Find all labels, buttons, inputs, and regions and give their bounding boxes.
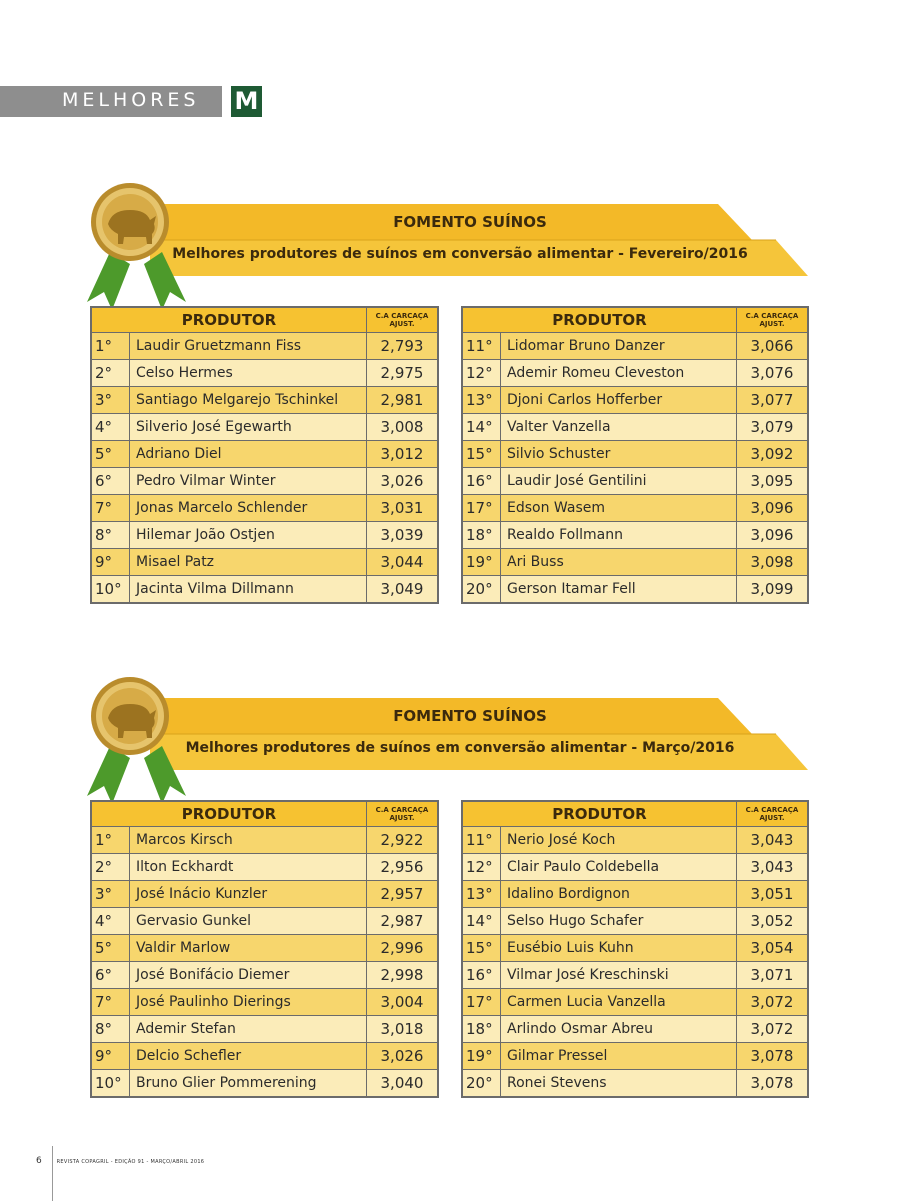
table-row bbox=[91, 575, 438, 603]
producer-cell: José Bonifácio Diemer bbox=[130, 961, 367, 988]
producer-cell: Selso Hugo Schafer bbox=[501, 907, 737, 934]
rank-cell: 20° bbox=[462, 575, 501, 603]
rank-cell: 7° bbox=[91, 494, 130, 521]
medal-pig-icon bbox=[82, 674, 192, 804]
producer-cell: Ademir Stefan bbox=[130, 1015, 367, 1042]
table-row bbox=[91, 548, 438, 575]
table-row bbox=[462, 467, 808, 494]
publication-line: REVISTA COPAGRIL - EDIÇÃO 91 - MARÇO/ABRIL 2016 bbox=[56, 1159, 205, 1165]
ca-value-cell: 3,095 bbox=[737, 467, 809, 494]
ca-value-cell: 3,040 bbox=[367, 1069, 439, 1097]
rank-cell: 13° bbox=[462, 880, 501, 907]
table-row bbox=[462, 1015, 808, 1042]
producer-cell: Gervasio Gunkel bbox=[130, 907, 367, 934]
table-row bbox=[462, 934, 808, 961]
table-row bbox=[462, 880, 808, 907]
producer-cell: Carmen Lucia Vanzella bbox=[501, 988, 737, 1015]
ranking-table-right bbox=[461, 306, 809, 604]
ca-value-cell: 3,092 bbox=[737, 440, 809, 467]
table-row bbox=[462, 1042, 808, 1069]
ca-value-cell: 3,004 bbox=[367, 988, 439, 1015]
producer-cell: Silvio Schuster bbox=[501, 440, 737, 467]
table-row bbox=[462, 907, 808, 934]
producer-cell: José Paulinho Dierings bbox=[130, 988, 367, 1015]
ca-value-cell: 3,098 bbox=[737, 548, 809, 575]
rank-cell: 10° bbox=[91, 575, 130, 603]
table-row bbox=[462, 521, 808, 548]
producer-cell: Ronei Stevens bbox=[501, 1069, 737, 1097]
banner-subtitle: Melhores produtores de suínos em conversão alimentar - Março/2016 bbox=[185, 740, 735, 756]
table-row bbox=[462, 853, 808, 880]
rank-cell: 16° bbox=[462, 467, 501, 494]
ca-value-cell: 3,031 bbox=[367, 494, 439, 521]
table-header-row bbox=[462, 307, 808, 332]
producer-cell: Pedro Vilmar Winter bbox=[130, 467, 367, 494]
rank-cell: 1° bbox=[91, 332, 130, 359]
rank-cell: 9° bbox=[91, 1042, 130, 1069]
table-row bbox=[91, 494, 438, 521]
producer-cell: Bruno Glier Pommerening bbox=[130, 1069, 367, 1097]
rank-cell: 3° bbox=[91, 880, 130, 907]
ca-value-cell: 3,096 bbox=[737, 521, 809, 548]
producer-cell: Santiago Melgarejo Tschinkel bbox=[130, 386, 367, 413]
table-row bbox=[462, 548, 808, 575]
rank-cell: 7° bbox=[91, 988, 130, 1015]
table-row bbox=[91, 907, 438, 934]
rank-cell: 15° bbox=[462, 440, 501, 467]
rank-cell: 17° bbox=[462, 988, 501, 1015]
producer-cell: Ilton Eckhardt bbox=[130, 853, 367, 880]
rank-cell: 5° bbox=[91, 934, 130, 961]
producer-cell: Jacinta Vilma Dillmann bbox=[130, 575, 367, 603]
table-row bbox=[462, 961, 808, 988]
ca-value-cell: 3,008 bbox=[367, 413, 439, 440]
column-header-ca: C.A CARCAÇA AJUST. bbox=[367, 801, 439, 826]
rank-cell: 8° bbox=[91, 1015, 130, 1042]
ca-value-cell: 2,957 bbox=[367, 880, 439, 907]
table-row bbox=[462, 332, 808, 359]
logo-badge: M bbox=[231, 86, 262, 117]
ranking-table-right bbox=[461, 800, 809, 1098]
ca-value-cell: 3,078 bbox=[737, 1042, 809, 1069]
ranking-section-february bbox=[0, 186, 900, 606]
producer-cell: Silverio José Egewarth bbox=[130, 413, 367, 440]
ca-value-cell: 3,051 bbox=[737, 880, 809, 907]
column-header-ca: C.A CARCAÇA AJUST. bbox=[737, 307, 809, 332]
table-row bbox=[462, 359, 808, 386]
rank-cell: 5° bbox=[91, 440, 130, 467]
banner-subtitle: Melhores produtores de suínos em conversão alimentar - Fevereiro/2016 bbox=[172, 246, 748, 262]
ranking-section-march bbox=[0, 680, 900, 1100]
table-header-row bbox=[462, 801, 808, 826]
table-row bbox=[91, 880, 438, 907]
table-row bbox=[462, 494, 808, 521]
ca-value-cell: 3,072 bbox=[737, 1015, 809, 1042]
producer-cell: Jonas Marcelo Schlender bbox=[130, 494, 367, 521]
ca-value-cell: 3,079 bbox=[737, 413, 809, 440]
ca-value-cell: 3,044 bbox=[367, 548, 439, 575]
rank-cell: 17° bbox=[462, 494, 501, 521]
producer-cell: Clair Paulo Coldebella bbox=[501, 853, 737, 880]
rank-cell: 16° bbox=[462, 961, 501, 988]
ca-value-cell: 2,956 bbox=[367, 853, 439, 880]
ca-value-cell: 3,039 bbox=[367, 521, 439, 548]
ca-value-cell: 3,043 bbox=[737, 853, 809, 880]
table-row bbox=[91, 961, 438, 988]
producer-cell: Lidomar Bruno Danzer bbox=[501, 332, 737, 359]
rank-cell: 19° bbox=[462, 548, 501, 575]
footer-divider bbox=[52, 1146, 53, 1201]
column-header-ca: C.A CARCAÇA AJUST. bbox=[367, 307, 439, 332]
rank-cell: 12° bbox=[462, 359, 501, 386]
section-label: MELHORES bbox=[62, 89, 200, 111]
table-row bbox=[91, 1042, 438, 1069]
producer-cell: Laudir Gruetzmann Fiss bbox=[130, 332, 367, 359]
column-header-producer: PRODUTOR bbox=[91, 307, 367, 332]
ca-value-cell: 2,981 bbox=[367, 386, 439, 413]
rank-cell: 15° bbox=[462, 934, 501, 961]
ca-value-cell: 3,072 bbox=[737, 988, 809, 1015]
producer-cell: Delcio Schefler bbox=[130, 1042, 367, 1069]
ca-value-cell: 2,793 bbox=[367, 332, 439, 359]
ca-value-cell: 3,049 bbox=[367, 575, 439, 603]
table-row bbox=[91, 332, 438, 359]
producer-cell: Ari Buss bbox=[501, 548, 737, 575]
table-header-row bbox=[91, 801, 438, 826]
producer-cell: Ademir Romeu Cleveston bbox=[501, 359, 737, 386]
producer-cell: Celso Hermes bbox=[130, 359, 367, 386]
table-row bbox=[91, 1015, 438, 1042]
rank-cell: 13° bbox=[462, 386, 501, 413]
table-row bbox=[462, 413, 808, 440]
ca-value-cell: 3,054 bbox=[737, 934, 809, 961]
rank-cell: 10° bbox=[91, 1069, 130, 1097]
banner-title: FOMENTO SUÍNOS bbox=[393, 707, 547, 725]
producer-cell: Valdir Marlow bbox=[130, 934, 367, 961]
table-row bbox=[91, 467, 438, 494]
medal-pig-icon bbox=[82, 180, 192, 310]
table-row bbox=[462, 440, 808, 467]
page-number: 6 bbox=[36, 1156, 42, 1166]
column-header-producer: PRODUTOR bbox=[462, 307, 737, 332]
ranking-table-left bbox=[90, 306, 439, 604]
producer-cell: Hilemar João Ostjen bbox=[130, 521, 367, 548]
rank-cell: 8° bbox=[91, 521, 130, 548]
ca-value-cell: 2,975 bbox=[367, 359, 439, 386]
table-row bbox=[462, 575, 808, 603]
rank-cell: 6° bbox=[91, 961, 130, 988]
ca-value-cell: 2,922 bbox=[367, 826, 439, 853]
table-row bbox=[462, 1069, 808, 1097]
producer-cell: Edson Wasem bbox=[501, 494, 737, 521]
page-footer bbox=[36, 1156, 204, 1166]
producer-cell: Laudir José Gentilini bbox=[501, 467, 737, 494]
table-row bbox=[462, 988, 808, 1015]
producer-cell: Vilmar José Kreschinski bbox=[501, 961, 737, 988]
column-header-producer: PRODUTOR bbox=[91, 801, 367, 826]
rank-cell: 11° bbox=[462, 826, 501, 853]
ca-value-cell: 3,078 bbox=[737, 1069, 809, 1097]
producer-cell: Idalino Bordignon bbox=[501, 880, 737, 907]
ranking-table-left bbox=[90, 800, 439, 1098]
producer-cell: Arlindo Osmar Abreu bbox=[501, 1015, 737, 1042]
rank-cell: 12° bbox=[462, 853, 501, 880]
rank-cell: 18° bbox=[462, 521, 501, 548]
table-row bbox=[462, 386, 808, 413]
rank-cell: 6° bbox=[91, 467, 130, 494]
producer-cell: Gerson Itamar Fell bbox=[501, 575, 737, 603]
table-row bbox=[91, 440, 438, 467]
rank-cell: 3° bbox=[91, 386, 130, 413]
ca-value-cell: 3,026 bbox=[367, 467, 439, 494]
table-row bbox=[91, 386, 438, 413]
rank-cell: 20° bbox=[462, 1069, 501, 1097]
producer-cell: Valter Vanzella bbox=[501, 413, 737, 440]
producer-cell: Djoni Carlos Hofferber bbox=[501, 386, 737, 413]
producer-cell: Misael Patz bbox=[130, 548, 367, 575]
ca-value-cell: 3,018 bbox=[367, 1015, 439, 1042]
table-row bbox=[462, 826, 808, 853]
rank-cell: 19° bbox=[462, 1042, 501, 1069]
table-row bbox=[91, 359, 438, 386]
rank-cell: 2° bbox=[91, 853, 130, 880]
producer-cell: Gilmar Pressel bbox=[501, 1042, 737, 1069]
ca-value-cell: 3,066 bbox=[737, 332, 809, 359]
table-header-row bbox=[91, 307, 438, 332]
ca-value-cell: 2,998 bbox=[367, 961, 439, 988]
table-row bbox=[91, 1069, 438, 1097]
table-row bbox=[91, 988, 438, 1015]
producer-cell: Adriano Diel bbox=[130, 440, 367, 467]
ca-value-cell: 3,052 bbox=[737, 907, 809, 934]
rank-cell: 2° bbox=[91, 359, 130, 386]
rank-cell: 4° bbox=[91, 413, 130, 440]
rank-cell: 9° bbox=[91, 548, 130, 575]
producer-cell: Marcos Kirsch bbox=[130, 826, 367, 853]
rank-cell: 11° bbox=[462, 332, 501, 359]
producer-cell: José Inácio Kunzler bbox=[130, 880, 367, 907]
banner-title: FOMENTO SUÍNOS bbox=[393, 213, 547, 231]
ca-value-cell: 3,071 bbox=[737, 961, 809, 988]
ca-value-cell: 3,012 bbox=[367, 440, 439, 467]
ca-value-cell: 3,026 bbox=[367, 1042, 439, 1069]
ca-value-cell: 3,099 bbox=[737, 575, 809, 603]
ca-value-cell: 2,996 bbox=[367, 934, 439, 961]
ca-value-cell: 3,096 bbox=[737, 494, 809, 521]
producer-cell: Nerio José Koch bbox=[501, 826, 737, 853]
rank-cell: 1° bbox=[91, 826, 130, 853]
table-row bbox=[91, 826, 438, 853]
table-row bbox=[91, 521, 438, 548]
ca-value-cell: 3,043 bbox=[737, 826, 809, 853]
ca-value-cell: 3,077 bbox=[737, 386, 809, 413]
column-header-producer: PRODUTOR bbox=[462, 801, 737, 826]
table-row bbox=[91, 413, 438, 440]
ca-value-cell: 2,987 bbox=[367, 907, 439, 934]
producer-cell: Realdo Follmann bbox=[501, 521, 737, 548]
ca-value-cell: 3,076 bbox=[737, 359, 809, 386]
table-row bbox=[91, 853, 438, 880]
table-row bbox=[91, 934, 438, 961]
rank-cell: 14° bbox=[462, 907, 501, 934]
rank-cell: 18° bbox=[462, 1015, 501, 1042]
rank-cell: 4° bbox=[91, 907, 130, 934]
rank-cell: 14° bbox=[462, 413, 501, 440]
producer-cell: Eusébio Luis Kuhn bbox=[501, 934, 737, 961]
column-header-ca: C.A CARCAÇA AJUST. bbox=[737, 801, 809, 826]
